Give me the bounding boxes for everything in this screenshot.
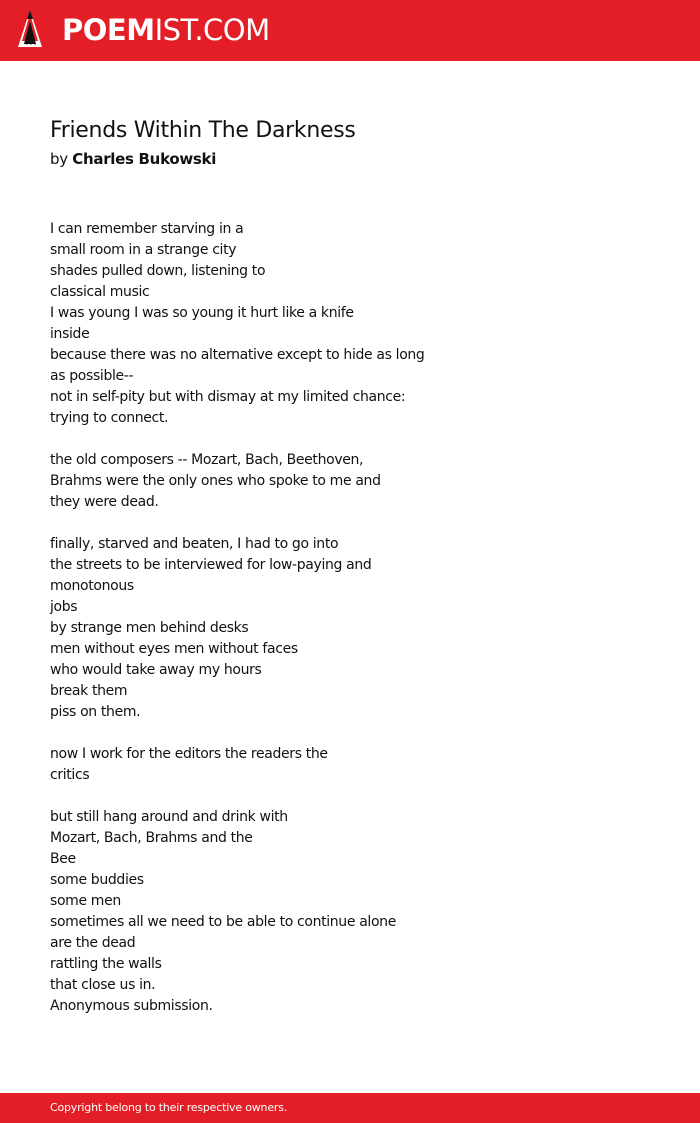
poem-line: that close us in. — [50, 977, 156, 993]
poem-line: jobs — [50, 599, 78, 615]
poem-line: they were dead. — [50, 494, 159, 510]
poem-line: classical music — [50, 284, 150, 300]
poem-line: by strange men behind desks — [50, 620, 249, 636]
stanza-break — [50, 786, 424, 807]
poem-line: I was young I was so young it hurt like a knife — [50, 305, 354, 321]
poem-line: Anonymous submission. — [50, 998, 213, 1014]
stanza-break — [50, 513, 424, 534]
poem-line: the old composers -- Mozart, Bach, Beethoven, — [50, 452, 364, 468]
poem-line: Bee — [50, 851, 76, 867]
poem-line: some men — [50, 893, 121, 909]
poem-line: some buddies — [50, 872, 144, 888]
stanza-break — [50, 429, 424, 450]
poem-line: are the dead — [50, 935, 136, 951]
poem-line: piss on them. — [50, 704, 141, 720]
poem-line: because there was no alternative except to hide as long — [50, 347, 425, 363]
poem-line: monotonous — [50, 578, 134, 594]
poem-line: I can remember starving in a — [50, 221, 244, 237]
poem-line: the streets to be interviewed for low-paying and — [50, 557, 372, 573]
poem-line: break them — [50, 683, 128, 699]
logo-light-text: IST.COM — [154, 13, 270, 47]
poem-line: sometimes all we need to be able to continue alone — [50, 914, 396, 930]
poem-line: Mozart, Bach, Brahms and the — [50, 830, 253, 846]
poem-line: but still hang around and drink with — [50, 809, 288, 825]
poem-line: finally, starved and beaten, I had to go into — [50, 536, 339, 552]
site-header — [0, 0, 700, 61]
poem-line: rattling the walls — [50, 956, 162, 972]
poem-line: not in self-pity but with dismay at my limited chance: — [50, 389, 406, 405]
poem-title: Friends Within The Darkness — [50, 118, 356, 143]
byline — [50, 149, 216, 169]
poem-body — [50, 219, 424, 1017]
poem-line: Brahms were the only ones who spoke to me and — [50, 473, 381, 489]
author-name: Charles Bukowski — [72, 150, 217, 168]
by-label: by — [50, 150, 68, 168]
poem-line: trying to connect. — [50, 410, 169, 426]
poem-line: as possible-- — [50, 368, 134, 384]
poem-line: critics — [50, 767, 90, 783]
poem-line: men without eyes men without faces — [50, 641, 298, 657]
poem-line: small room in a strange city — [50, 242, 237, 258]
pencil-tip-icon[interactable] — [17, 9, 43, 51]
copyright-text: Copyright belong to their respective owners. — [50, 1101, 288, 1114]
poem-line: who would take away my hours — [50, 662, 262, 678]
site-footer — [0, 1093, 700, 1123]
site-logo[interactable] — [62, 11, 270, 49]
stanza-break — [50, 723, 424, 744]
logo-bold-text: POEM — [62, 13, 155, 47]
poem-line: inside — [50, 326, 90, 342]
poem-line: now I work for the editors the readers the — [50, 746, 328, 762]
poem-line: shades pulled down, listening to — [50, 263, 266, 279]
